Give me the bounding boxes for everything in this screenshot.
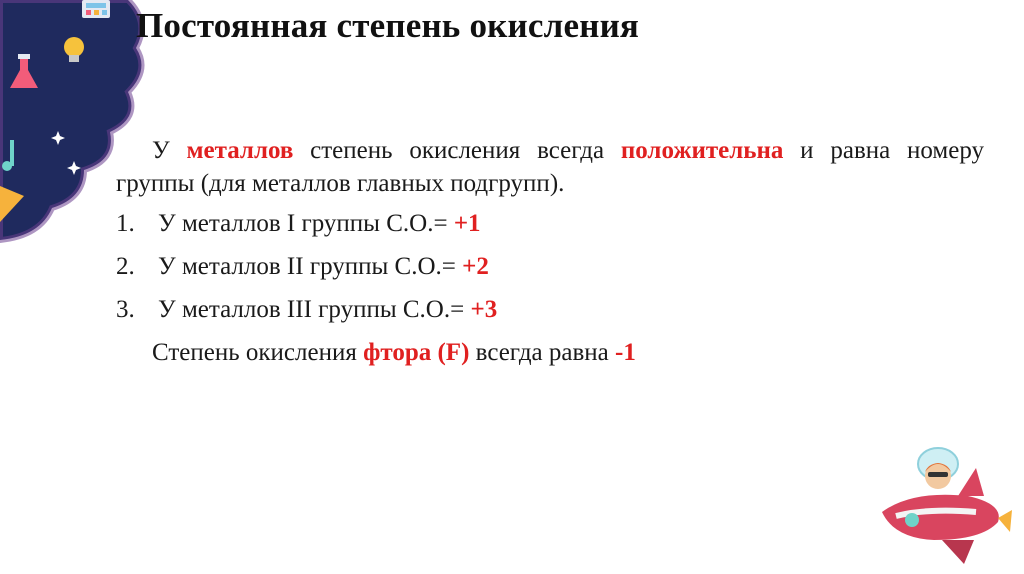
calculator-icon xyxy=(82,0,110,18)
list-number: 3. xyxy=(116,296,135,323)
list-number: 2. xyxy=(116,253,135,280)
list-item xyxy=(116,293,984,326)
page-title: Постоянная степень окисления xyxy=(136,6,640,45)
oxidation-value: +1 xyxy=(453,210,481,237)
intro-paragraph xyxy=(116,134,984,200)
intro-text: У xyxy=(152,137,187,164)
list-item xyxy=(116,207,984,240)
list-text: У металлов I группы С.О.= xyxy=(158,210,454,237)
intro-text: и равна номеру группы (для металлов главных подгрупп). xyxy=(116,137,985,197)
list-text: У металлов III группы С.О.= xyxy=(158,296,471,323)
list-text: У металлов II группы С.О.= xyxy=(158,253,463,280)
fluorine-paragraph xyxy=(116,336,984,369)
fluorine-text: Степень окисления xyxy=(152,339,364,366)
list-number: 1. xyxy=(116,210,135,237)
oxidation-value: +3 xyxy=(470,296,498,323)
group-list xyxy=(116,207,984,326)
list-item xyxy=(116,250,984,283)
fluorine-value: -1 xyxy=(615,339,636,366)
astronaut-rocket-icon xyxy=(872,446,1012,566)
fluorine-term: фтора (F) xyxy=(363,339,470,366)
metals-term: металлов xyxy=(186,137,294,164)
fluorine-text: всегда равна xyxy=(469,339,616,366)
oxidation-value: +2 xyxy=(462,253,489,280)
slide-content xyxy=(116,134,984,369)
positive-term: положительна xyxy=(620,137,784,164)
intro-text: степень окисления всегда xyxy=(293,137,621,164)
